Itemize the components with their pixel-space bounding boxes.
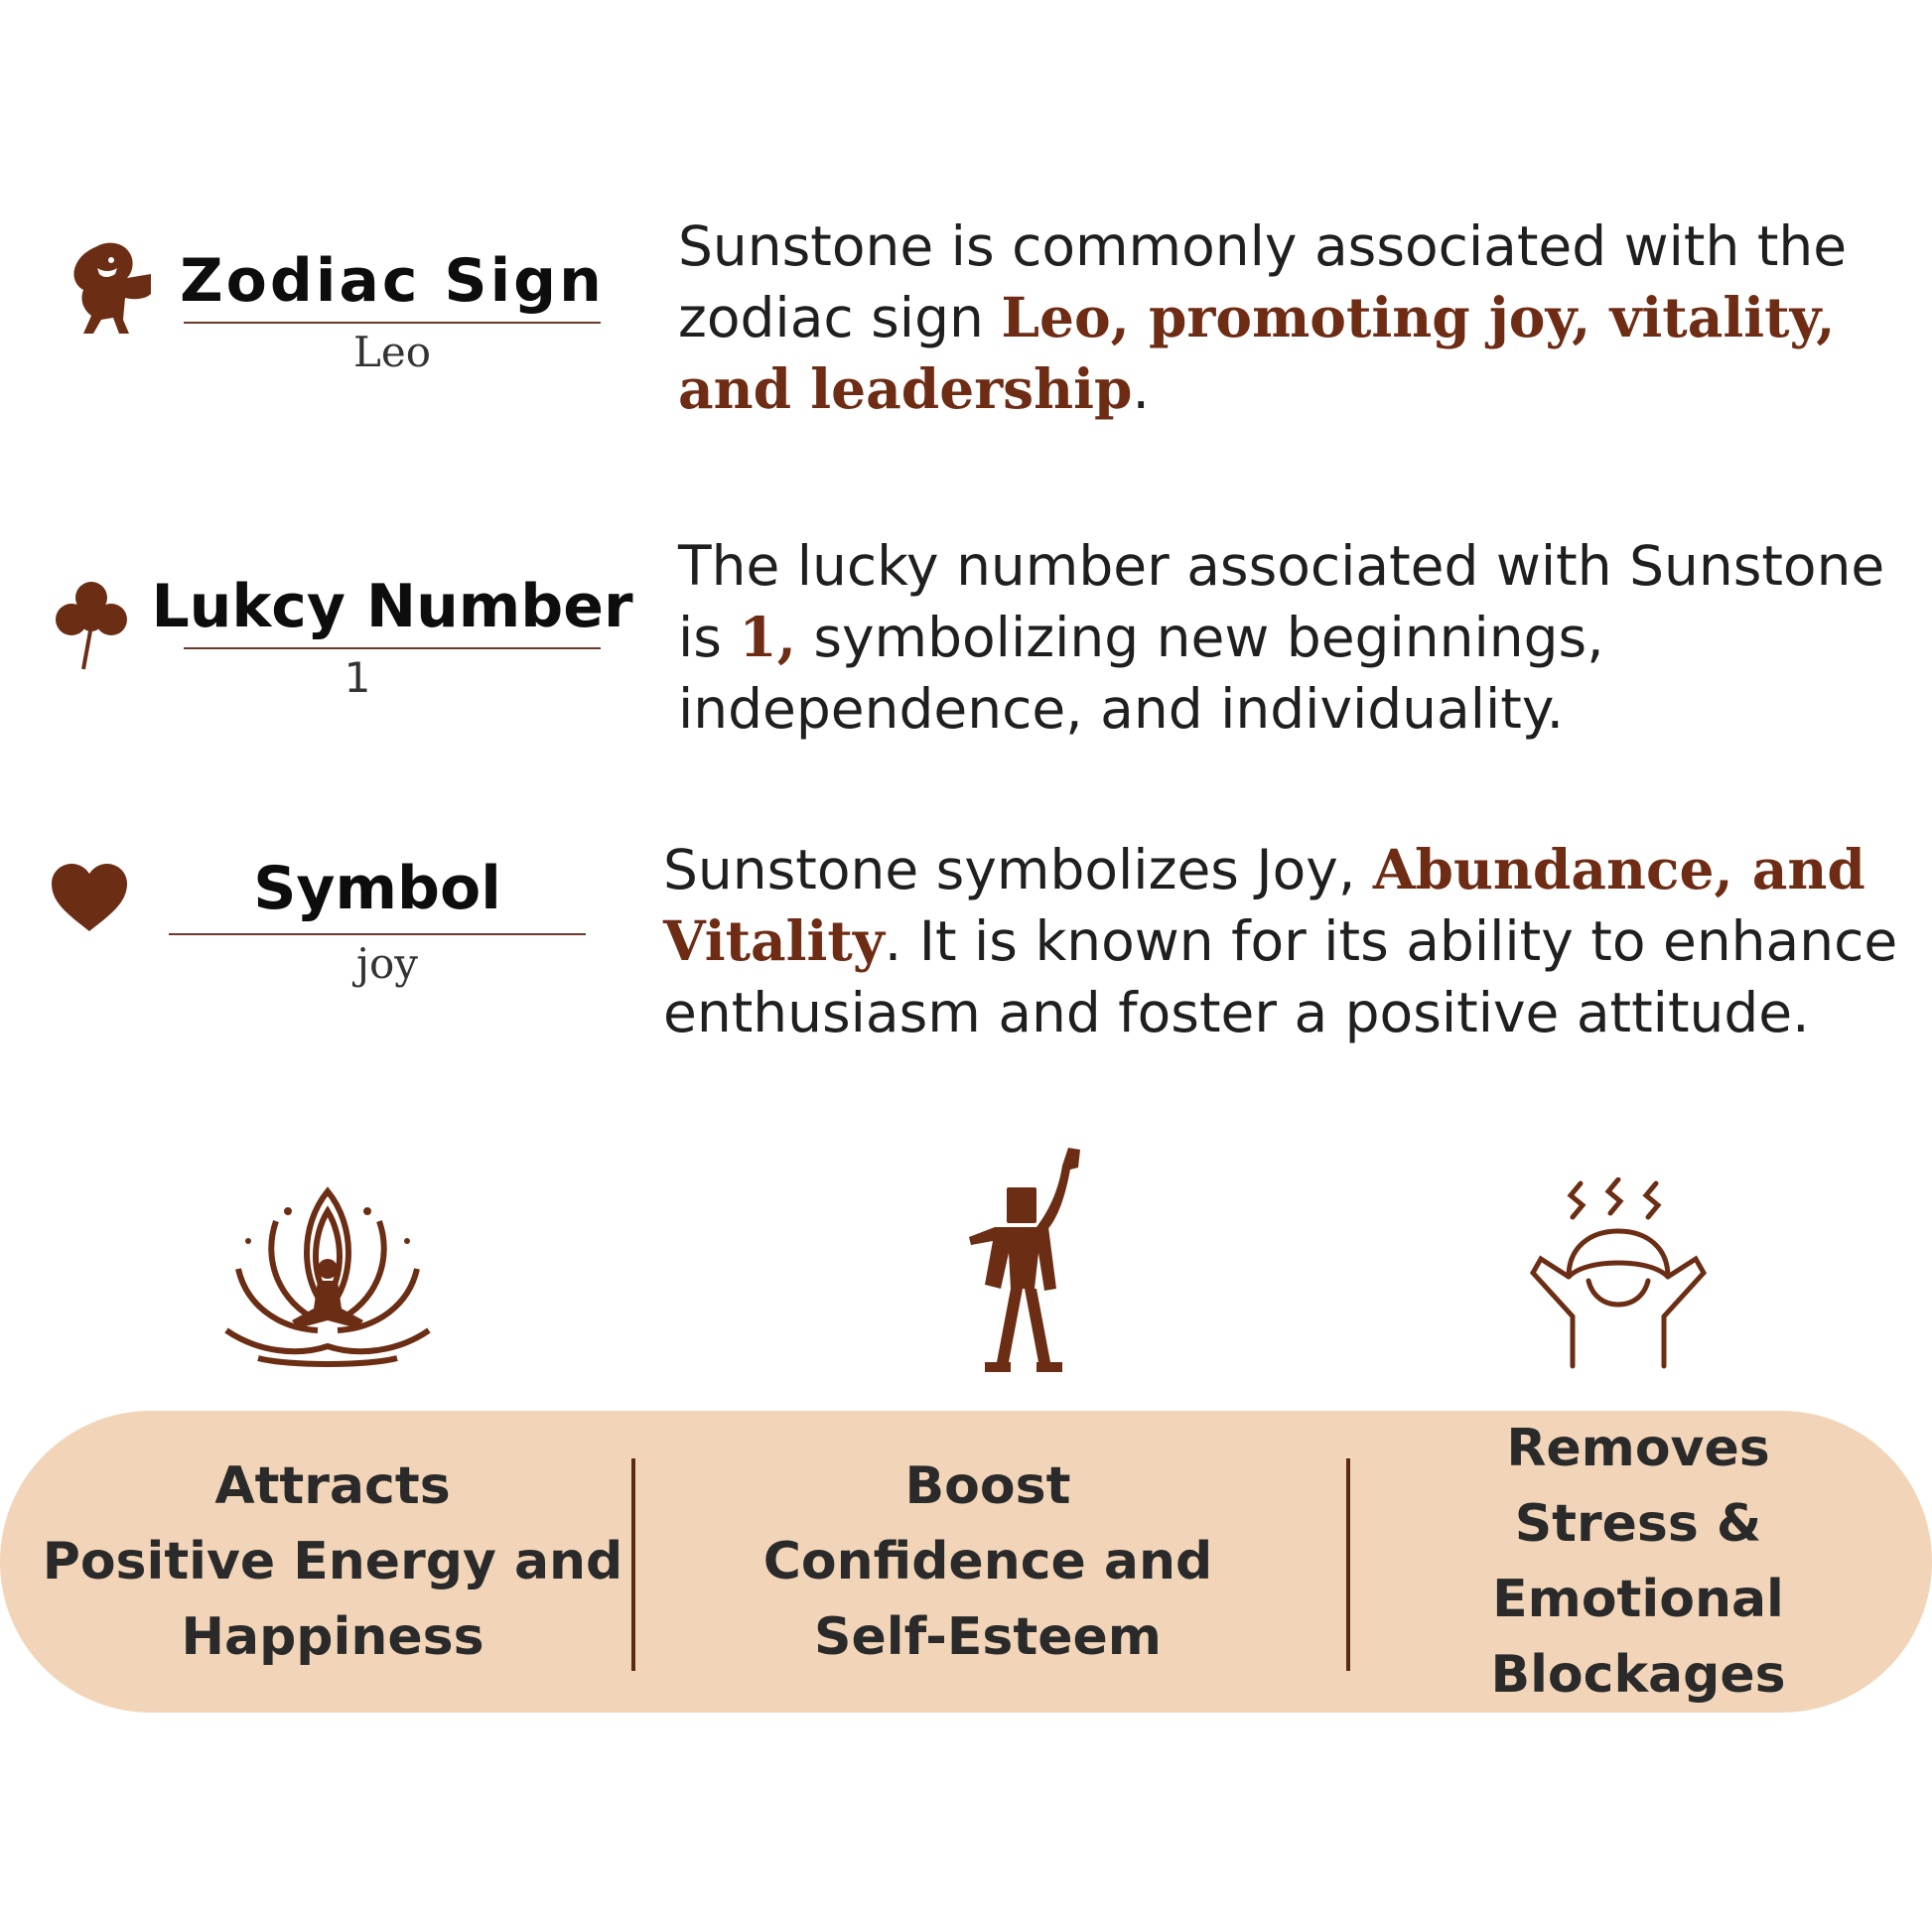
benefits-pill [0,1411,1932,1713]
zodiac-label-block [179,248,606,377]
symbol-value: joy [355,939,419,988]
lucky-desc-end: symbolizing new beginnings, independence, and individuality. [678,606,1604,741]
lucky-description [678,530,1924,745]
symbol-label-block [169,856,586,989]
symbol-desc-end: . It is known for its ability to enhance enthusiasm and foster a positive attitude. [663,909,1898,1044]
zodiac-rule [184,322,601,324]
symbol-desc-text: Sunstone symbolizes Joy, [663,838,1373,901]
benefit-2-line3: Self-Esteem [814,1607,1162,1667]
benefit-1-line2: Positive Energy and [42,1532,623,1591]
symbol-description [663,834,1909,1048]
zodiac-desc-emphasis: Leo, promoting joy, vitality, and leadership [678,285,1836,421]
symbol-title: Symbol [253,854,501,923]
lucky-title: Lukcy Number [151,572,633,641]
symbol-row [0,834,1932,1072]
zodiac-desc-text: Sunstone is commonly associated with the zodiac sign [678,214,1848,349]
benefit-confidence [655,1411,1320,1713]
symbol-rule [169,933,586,935]
symbol-desc-emphasis: Abundance, and Vitality [663,837,1865,973]
benefit-stress-removal [1360,1411,1916,1713]
lucky-desc-text: The lucky number associated with Sunstone is [678,534,1885,669]
raised-fist-person-icon [965,1142,1084,1376]
benefit-1-line1: Attracts [214,1456,451,1516]
benefit-divider-2 [1346,1458,1350,1671]
lotus-meditation-icon [218,1181,437,1370]
stress-relief-head-icon [1529,1177,1708,1372]
benefit-3-line2: Stress & Emotional [1492,1494,1784,1629]
lucky-label-block [149,574,635,703]
zodiac-title: Zodiac Sign [180,246,605,316]
benefit-2-line1: Boost [904,1456,1071,1516]
lucky-value: 1 [344,653,371,702]
benefit-divider-1 [631,1458,635,1671]
lion-icon [68,238,153,338]
zodiac-desc-end: . [1132,357,1150,421]
benefit-3-line3: Blockages [1490,1645,1786,1705]
lucky-rule [184,647,601,649]
zodiac-row [0,199,1932,437]
benefit-2-line2: Confidence and [762,1532,1213,1591]
heart-icon [50,862,129,933]
lucky-desc-emphasis: 1, [739,605,796,669]
zodiac-description [678,210,1919,425]
lucky-number-row [0,526,1932,764]
benefit-3-line1: Removes [1506,1419,1770,1478]
zodiac-value: Leo [352,328,432,376]
benefit-positive-energy [40,1411,625,1713]
benefit-1-line3: Happiness [181,1607,484,1667]
